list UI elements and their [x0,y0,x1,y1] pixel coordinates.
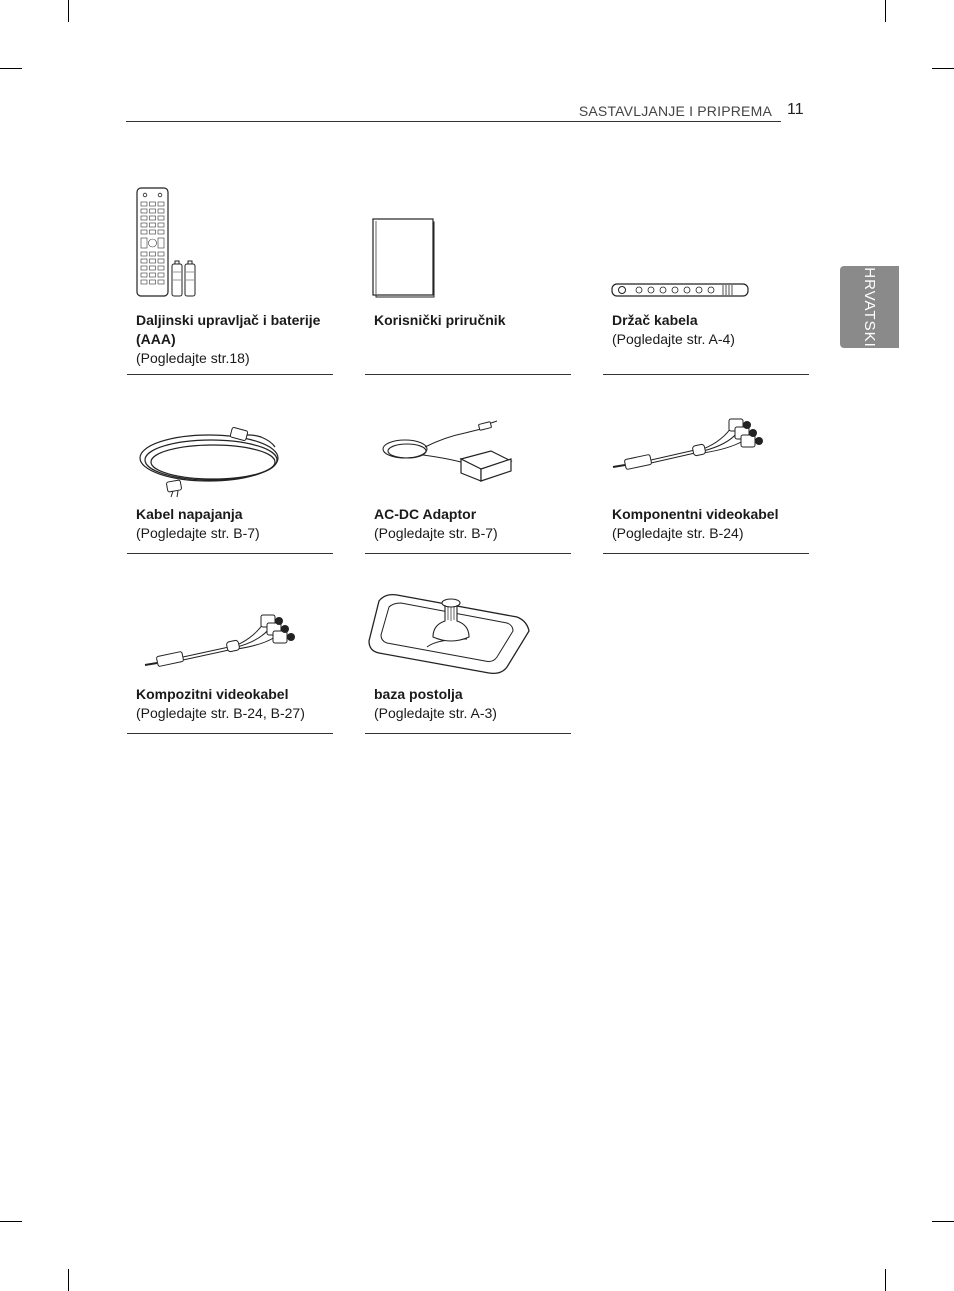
component-cable-icon [603,405,809,505]
item-divider [365,374,571,375]
power-cord-icon [127,405,333,505]
section-title: SASTAVLJANJE I PRIPREMA [578,103,772,119]
language-tab [840,266,899,348]
item-name: Kompozitni videokabel [136,686,289,702]
item-divider [127,733,333,734]
crop-mark [68,0,69,22]
item-reference: (Pogledajte str. B-7) [136,525,260,541]
header-rule [126,121,781,122]
accessory-item-ac-dc-adaptor [365,405,571,555]
accessory-item-composite-cable [127,585,333,735]
item-divider [127,374,333,375]
item-divider [365,553,571,554]
crop-mark [932,68,954,69]
page-number: 11 [787,101,804,118]
item-divider [365,733,571,734]
item-name: baza postolja [374,686,463,702]
ac-dc-adapter-icon [365,405,571,505]
item-reference: (Pogledajte str. A-4) [612,331,735,347]
stand-base-icon [365,585,571,685]
remote-and-batteries-icon [127,180,333,305]
crop-mark [885,1269,886,1291]
item-divider [603,374,809,375]
item-reference: (Pogledajte str.18) [136,350,250,366]
language-tab-label: HRVATSKI [861,266,878,348]
item-name: Komponentni videokabel [612,506,779,522]
cable-holder-icon [603,180,809,305]
composite-cable-icon [127,585,333,685]
item-name: Korisnički priručnik [374,312,506,328]
item-name: Držač kabela [612,312,698,328]
item-name: Daljinski upravljač i baterije (AAA) [136,312,321,347]
item-reference: (Pogledajte str. B-24) [612,525,744,541]
item-divider [603,553,809,554]
crop-mark [68,1269,69,1291]
item-reference: (Pogledajte str. A-3) [374,705,497,721]
crop-mark [885,0,886,22]
item-reference: (Pogledajte str. B-24, B-27) [136,705,305,721]
item-name: Kabel napajanja [136,506,243,522]
accessory-item-power-cord [127,405,333,555]
item-divider [127,553,333,554]
accessory-item-component-cable [603,405,809,555]
manual-icon [365,180,571,305]
item-name: AC-DC Adaptor [374,506,477,522]
accessory-item-cable-holder [603,180,809,376]
accessory-item-remote [127,180,333,376]
accessory-item-stand-base [365,585,571,735]
crop-mark [0,68,22,69]
accessory-item-manual [365,180,571,376]
crop-mark [932,1221,954,1222]
item-reference: (Pogledajte str. B-7) [374,525,498,541]
crop-mark [0,1221,22,1222]
